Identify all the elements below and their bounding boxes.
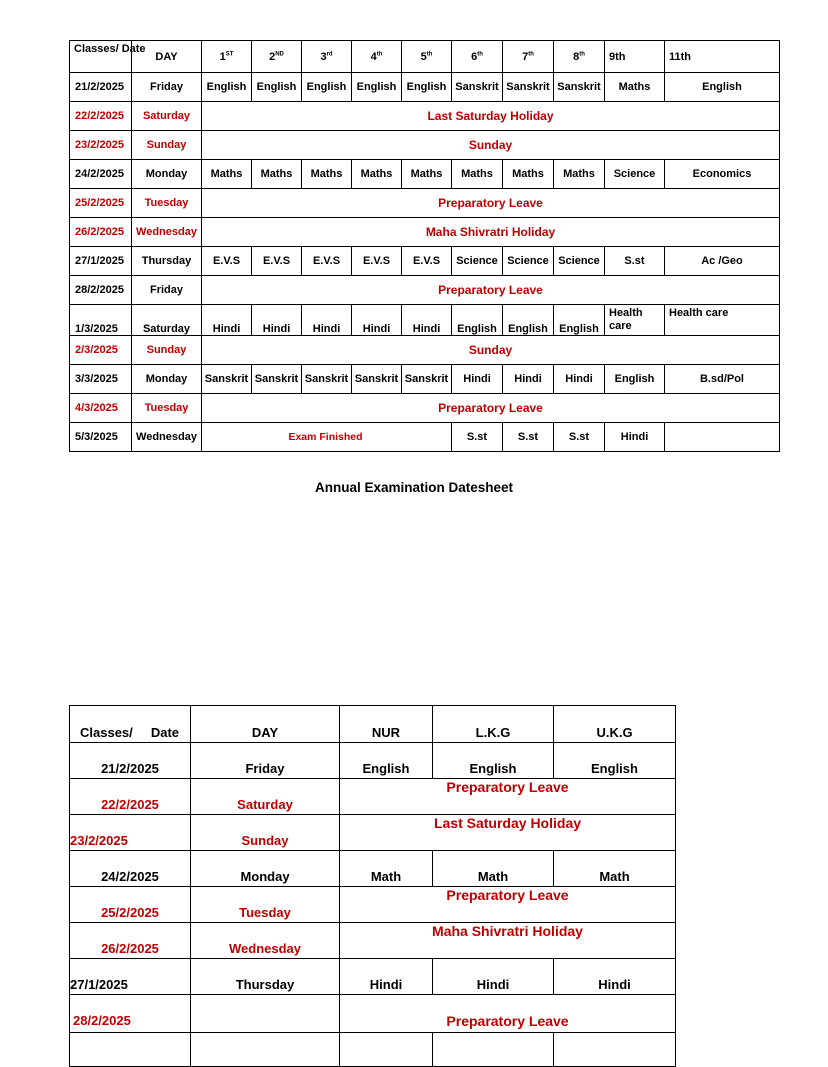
subject-cell: English — [252, 73, 302, 102]
table-row — [70, 743, 676, 779]
subject-cell: Hindi — [352, 305, 402, 336]
subject-cell: Maths — [452, 160, 503, 189]
date-cell: 23/2/2025 — [70, 131, 132, 160]
subject-cell: Sanskrit — [252, 365, 302, 394]
table-row — [70, 779, 676, 815]
date-cell: 5/3/2025 — [70, 423, 132, 452]
subject-cell: Hindi — [302, 305, 352, 336]
date-cell: 27/1/2025 — [70, 247, 132, 276]
subject-cell: B.sd/Pol — [665, 365, 780, 394]
senior-datesheet-table — [69, 40, 780, 452]
subject-cell: Health care — [665, 305, 780, 336]
subject-cell: Science — [452, 247, 503, 276]
table-row — [70, 189, 780, 218]
subject-cell: Hindi — [554, 959, 676, 995]
header-class-3: 3rd — [302, 41, 352, 73]
subject-cell: E.V.S — [352, 247, 402, 276]
subject-cell: Hindi — [433, 959, 554, 995]
empty-cell — [340, 1033, 433, 1067]
subject-cell: E.V.S — [402, 247, 452, 276]
date-cell: 22/2/2025 — [70, 779, 191, 815]
header-class-6: 6th — [452, 41, 503, 73]
date-cell: 4/3/2025 — [70, 394, 132, 423]
exam-finished-note: Exam Finished — [202, 423, 452, 452]
holiday-note: Maha Shivratri Holiday — [340, 923, 676, 959]
subject-cell: English — [665, 73, 780, 102]
day-cell: Wednesday — [132, 218, 202, 247]
subject-cell: Hindi — [503, 365, 554, 394]
subject-cell: Hindi — [340, 959, 433, 995]
subject-cell: English — [605, 365, 665, 394]
subject-cell: Maths — [202, 160, 252, 189]
table-row — [70, 305, 780, 336]
day-cell: Saturday — [132, 305, 202, 336]
subject-cell: Maths — [605, 73, 665, 102]
date-cell: 1/3/2025 — [70, 305, 132, 336]
date-cell: 24/2/2025 — [70, 851, 191, 887]
day-cell: Sunday — [191, 815, 340, 851]
day-cell: Monday — [132, 160, 202, 189]
day-cell: Saturday — [132, 102, 202, 131]
header-day-cell: DAY — [132, 41, 202, 73]
holiday-note: Sunday — [202, 336, 780, 365]
subject-cell: English — [554, 743, 676, 779]
date-cell: 28/2/2025 — [70, 276, 132, 305]
subject-cell: Hindi — [554, 365, 605, 394]
subject-cell: English — [503, 305, 554, 336]
table-row — [70, 276, 780, 305]
header-class-5: 5th — [402, 41, 452, 73]
subject-cell: S.st — [554, 423, 605, 452]
date-cell: 25/2/2025 — [70, 887, 191, 923]
subject-cell: Hindi — [202, 305, 252, 336]
subject-cell: Sanskrit — [402, 365, 452, 394]
table-row — [70, 218, 780, 247]
table-row — [70, 1033, 676, 1067]
subject-cell: E.V.S — [202, 247, 252, 276]
subject-cell: Science — [605, 160, 665, 189]
header-class-9: 9th — [605, 41, 665, 73]
date-cell: 22/2/2025 — [70, 102, 132, 131]
subject-cell: Hindi — [252, 305, 302, 336]
header-class-lkg: L.K.G — [433, 706, 554, 743]
subject-cell: Maths — [302, 160, 352, 189]
table-row — [70, 423, 780, 452]
holiday-note: Last Saturday Holiday — [340, 815, 676, 851]
header-day-cell: DAY — [191, 706, 340, 743]
table-row — [70, 336, 780, 365]
header-class-2: 2ND — [252, 41, 302, 73]
empty-cell — [191, 1033, 340, 1067]
subject-cell: Sanskrit — [302, 365, 352, 394]
header-date-cell: Classes/ Date — [70, 706, 191, 743]
day-cell: Saturday — [191, 779, 340, 815]
header-class-nur: NUR — [340, 706, 433, 743]
table-row — [70, 887, 676, 923]
day-cell: Tuesday — [191, 887, 340, 923]
empty-cell — [554, 1033, 676, 1067]
day-cell: Sunday — [132, 336, 202, 365]
subject-cell: Sanskrit — [202, 365, 252, 394]
subject-cell: English — [433, 743, 554, 779]
table-row — [70, 131, 780, 160]
day-cell: Wednesday — [132, 423, 202, 452]
subject-cell: Science — [503, 247, 554, 276]
table-row — [70, 815, 676, 851]
day-cell: Thursday — [132, 247, 202, 276]
subject-cell: Maths — [554, 160, 605, 189]
day-cell: Monday — [132, 365, 202, 394]
table-row — [70, 73, 780, 102]
date-cell: 27/1/2025 — [70, 959, 191, 995]
holiday-note: Preparatory Leave — [340, 995, 676, 1033]
header-date-cell: Classes/ Date — [70, 41, 132, 73]
holiday-note: Sunday — [202, 131, 780, 160]
holiday-note: Preparatory Leave — [202, 394, 780, 423]
subject-cell: English — [340, 743, 433, 779]
header-class-7: 7th — [503, 41, 554, 73]
subject-cell: Ac /Geo — [665, 247, 780, 276]
holiday-note: Preparatory Leave — [202, 189, 780, 218]
subject-cell: E.V.S — [252, 247, 302, 276]
subject-cell: Sanskrit — [352, 365, 402, 394]
subject-cell: Maths — [402, 160, 452, 189]
junior-datesheet-table — [69, 705, 676, 1067]
subject-cell: English — [302, 73, 352, 102]
holiday-note: Maha Shivratri Holiday — [202, 218, 780, 247]
subject-cell: Sanskrit — [503, 73, 554, 102]
subject-cell: English — [202, 73, 252, 102]
day-cell: Friday — [191, 743, 340, 779]
table-row — [70, 923, 676, 959]
empty-cell — [70, 1033, 191, 1067]
table-row — [70, 851, 676, 887]
table-row — [70, 959, 676, 995]
subject-cell: Sanskrit — [452, 73, 503, 102]
holiday-note: Preparatory Leave — [340, 779, 676, 815]
day-cell: Friday — [132, 73, 202, 102]
subject-cell: Math — [554, 851, 676, 887]
table-row — [70, 102, 780, 131]
subject-cell: Sanskrit — [554, 73, 605, 102]
table-row — [70, 365, 780, 394]
subject-cell: Math — [340, 851, 433, 887]
subject-cell: S.st — [503, 423, 554, 452]
subject-cell: Health care — [605, 305, 665, 336]
day-cell: Tuesday — [132, 394, 202, 423]
date-cell: 3/3/2025 — [70, 365, 132, 394]
subject-cell — [665, 423, 780, 452]
subject-cell: S.st — [605, 247, 665, 276]
day-cell — [191, 995, 340, 1033]
date-cell: 24/2/2025 — [70, 160, 132, 189]
subject-cell: Math — [433, 851, 554, 887]
empty-cell — [433, 1033, 554, 1067]
table-row — [70, 995, 676, 1033]
date-cell: 2/3/2025 — [70, 336, 132, 365]
table-row — [70, 160, 780, 189]
header-class-ukg: U.K.G — [554, 706, 676, 743]
table-header-row — [70, 41, 780, 73]
date-cell: 21/2/2025 — [70, 743, 191, 779]
date-cell: 21/2/2025 — [70, 73, 132, 102]
subject-cell: English — [352, 73, 402, 102]
holiday-note: Last Saturday Holiday — [202, 102, 780, 131]
day-cell: Thursday — [191, 959, 340, 995]
header-class-1: 1ST — [202, 41, 252, 73]
header-class-11: 11th — [665, 41, 780, 73]
date-cell: 25/2/2025 — [70, 189, 132, 218]
day-cell: Tuesday — [132, 189, 202, 218]
header-class-4: 4th — [352, 41, 402, 73]
subject-cell: Hindi — [605, 423, 665, 452]
subject-cell: E.V.S — [302, 247, 352, 276]
table-header-row — [70, 706, 676, 743]
subject-cell: Maths — [352, 160, 402, 189]
holiday-note: Preparatory Leave — [340, 887, 676, 923]
table-row — [70, 247, 780, 276]
subject-cell: S.st — [452, 423, 503, 452]
subject-cell: English — [554, 305, 605, 336]
date-cell: 23/2/2025 — [70, 815, 191, 851]
day-cell: Sunday — [132, 131, 202, 160]
subject-cell: English — [452, 305, 503, 336]
subject-cell: Hindi — [452, 365, 503, 394]
subject-cell: Maths — [503, 160, 554, 189]
table-row — [70, 394, 780, 423]
subject-cell: English — [402, 73, 452, 102]
day-cell: Monday — [191, 851, 340, 887]
holiday-note: Preparatory Leave — [202, 276, 780, 305]
subject-cell: Economics — [665, 160, 780, 189]
datesheet-caption: Annual Examination Datesheet — [314, 480, 514, 495]
header-class-8: 8th — [554, 41, 605, 73]
subject-cell: Maths — [252, 160, 302, 189]
date-cell: 26/2/2025 — [70, 218, 132, 247]
day-cell: Friday — [132, 276, 202, 305]
date-cell: 28/2/2025 — [70, 995, 191, 1033]
subject-cell: Science — [554, 247, 605, 276]
day-cell: Wednesday — [191, 923, 340, 959]
date-cell: 26/2/2025 — [70, 923, 191, 959]
subject-cell: Hindi — [402, 305, 452, 336]
